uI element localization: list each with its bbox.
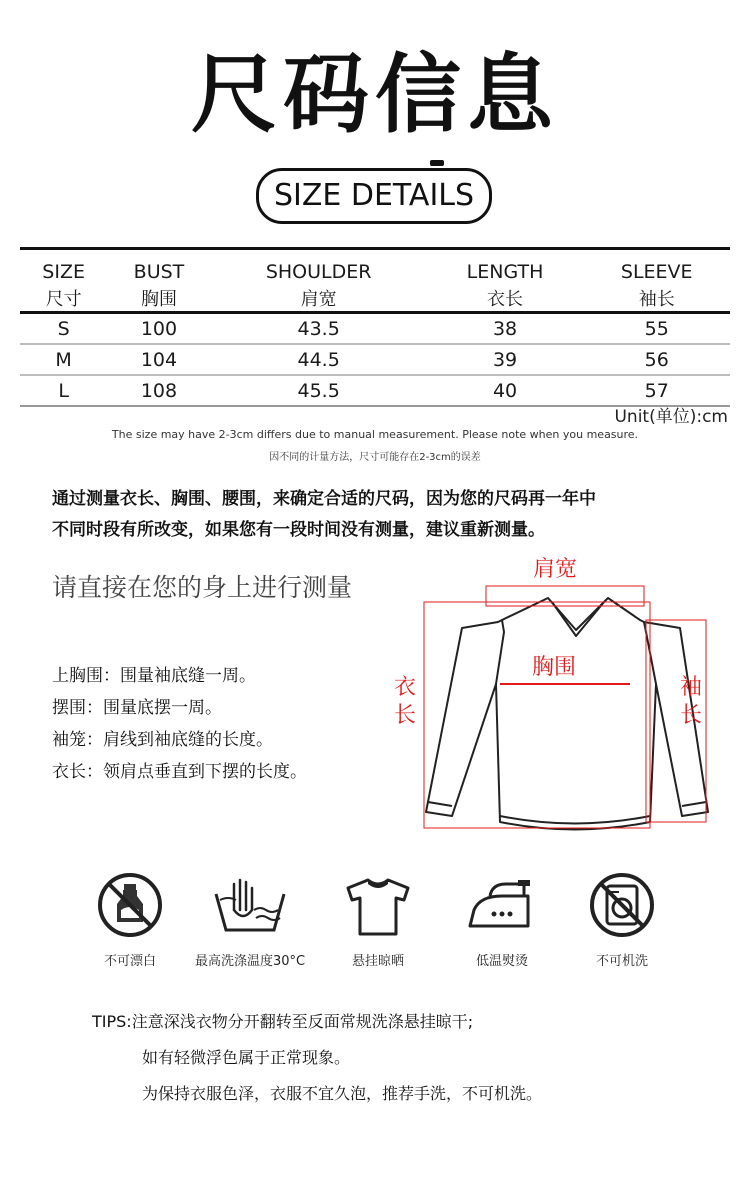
cell-bust: 100 xyxy=(107,313,210,345)
size-table xyxy=(20,247,730,407)
header-size: SIZE xyxy=(20,249,107,284)
no-machine-wash-icon xyxy=(587,870,657,940)
header-length-cn: 衣长 xyxy=(427,283,584,313)
cell-shoulder: 45.5 xyxy=(211,375,427,406)
cell-bust: 108 xyxy=(107,375,210,406)
header-shoulder: SHOULDER xyxy=(211,249,427,284)
cell-size: L xyxy=(20,375,107,406)
cell-sleeve: 56 xyxy=(583,344,730,375)
definition-armhole: 袖笼：肩线到袖底缝的长度。 xyxy=(52,730,273,750)
care-item xyxy=(70,870,190,969)
definition-length: 衣长：领肩点垂直到下摆的长度。 xyxy=(52,762,307,782)
low-iron-icon xyxy=(462,870,542,940)
header-shoulder-cn: 肩宽 xyxy=(211,283,427,313)
care-item xyxy=(190,870,310,969)
care-item xyxy=(442,870,562,969)
header-bust-cn: 胸围 xyxy=(107,283,210,313)
shoulder-label: 肩宽 xyxy=(533,557,578,582)
table-row xyxy=(20,313,730,345)
length-label-char-2: 长 xyxy=(393,703,416,728)
definition-hem: 摆围：围量底摆一周。 xyxy=(52,698,222,718)
measurement-note-en: The size may have 2-3cm differs due to manual measurement. Please note when you measure. xyxy=(111,428,639,441)
no-bleach-icon xyxy=(95,870,165,940)
tips-line-2: 如有轻微浮色属于正常现象。 xyxy=(142,1048,351,1067)
intro-line-2: 不同时段有所改变，如果您有一段时间没有测量，建议重新测量。 xyxy=(52,520,545,540)
washing-tips xyxy=(92,1004,542,1112)
care-label: 不可漂白 xyxy=(103,954,156,969)
cell-sleeve: 55 xyxy=(583,313,730,345)
size-details-badge: SIZE DETAILS xyxy=(256,168,492,224)
header-sleeve: SLEEVE xyxy=(583,249,730,284)
care-label: 不可机洗 xyxy=(595,954,648,969)
title-decoration xyxy=(430,160,444,166)
measurement-note-cn: 因不同的计量方法，尺寸可能存在2-3cm的误差 xyxy=(269,452,481,463)
cell-length: 40 xyxy=(427,375,584,406)
sleeve-label-char-1: 袖 xyxy=(679,675,702,700)
care-instructions xyxy=(70,870,690,980)
care-item xyxy=(562,870,682,969)
cell-length: 39 xyxy=(427,344,584,375)
intro-text xyxy=(52,484,732,546)
cell-size: M xyxy=(20,344,107,375)
page-title: 尺码信息 xyxy=(191,45,559,145)
header-sleeve-cn: 袖长 xyxy=(583,283,730,313)
care-item xyxy=(318,870,438,969)
header-length: LENGTH xyxy=(427,249,584,284)
measurement-definitions xyxy=(52,660,307,788)
intro-line-1: 通过测量衣长、胸围、腰围，来确定合适的尺码，因为您的尺码再一年中 xyxy=(52,489,596,509)
care-label: 最高洗涤温度30°C xyxy=(194,954,306,969)
length-label-char-1: 衣 xyxy=(393,675,416,700)
length-label xyxy=(392,674,418,730)
length-guide xyxy=(424,602,650,828)
tips-line-3: 为保持衣服色泽，衣服不宜久泡，推荐手洗，不可机洗。 xyxy=(142,1084,543,1103)
table-row xyxy=(20,344,730,375)
care-label: 低温熨烫 xyxy=(475,954,528,969)
header-size-cn: 尺寸 xyxy=(20,283,107,313)
shoulder-guide xyxy=(486,586,644,606)
cell-length: 38 xyxy=(427,313,584,345)
chest-label: 胸围 xyxy=(532,655,577,680)
unit-label: Unit(单位):cm xyxy=(614,407,728,427)
table-header-en xyxy=(20,249,730,284)
sleeve-label xyxy=(678,674,704,730)
hand-wash-30-icon xyxy=(210,870,290,940)
hang-dry-icon xyxy=(338,870,418,940)
cell-shoulder: 44.5 xyxy=(211,344,427,375)
sweater-outline-icon xyxy=(426,598,708,830)
cell-size: S xyxy=(20,313,107,345)
table-header-cn xyxy=(20,283,730,313)
sleeve-label-char-2: 长 xyxy=(679,703,702,728)
cell-bust: 104 xyxy=(107,344,210,375)
header-bust: BUST xyxy=(107,249,210,284)
measurement-guides xyxy=(424,586,706,828)
cell-shoulder: 43.5 xyxy=(211,313,427,345)
definition-upper-chest: 上胸围：围量袖底缝一周。 xyxy=(52,666,256,686)
tips-line-1: TIPS:注意深浅衣物分开翻转至反面常规洗涤悬挂晾干; xyxy=(92,1012,474,1031)
care-label: 悬挂晾晒 xyxy=(351,954,404,969)
measure-heading: 请直接在您的身上进行测量 xyxy=(52,573,353,602)
cell-sleeve: 57 xyxy=(583,375,730,406)
